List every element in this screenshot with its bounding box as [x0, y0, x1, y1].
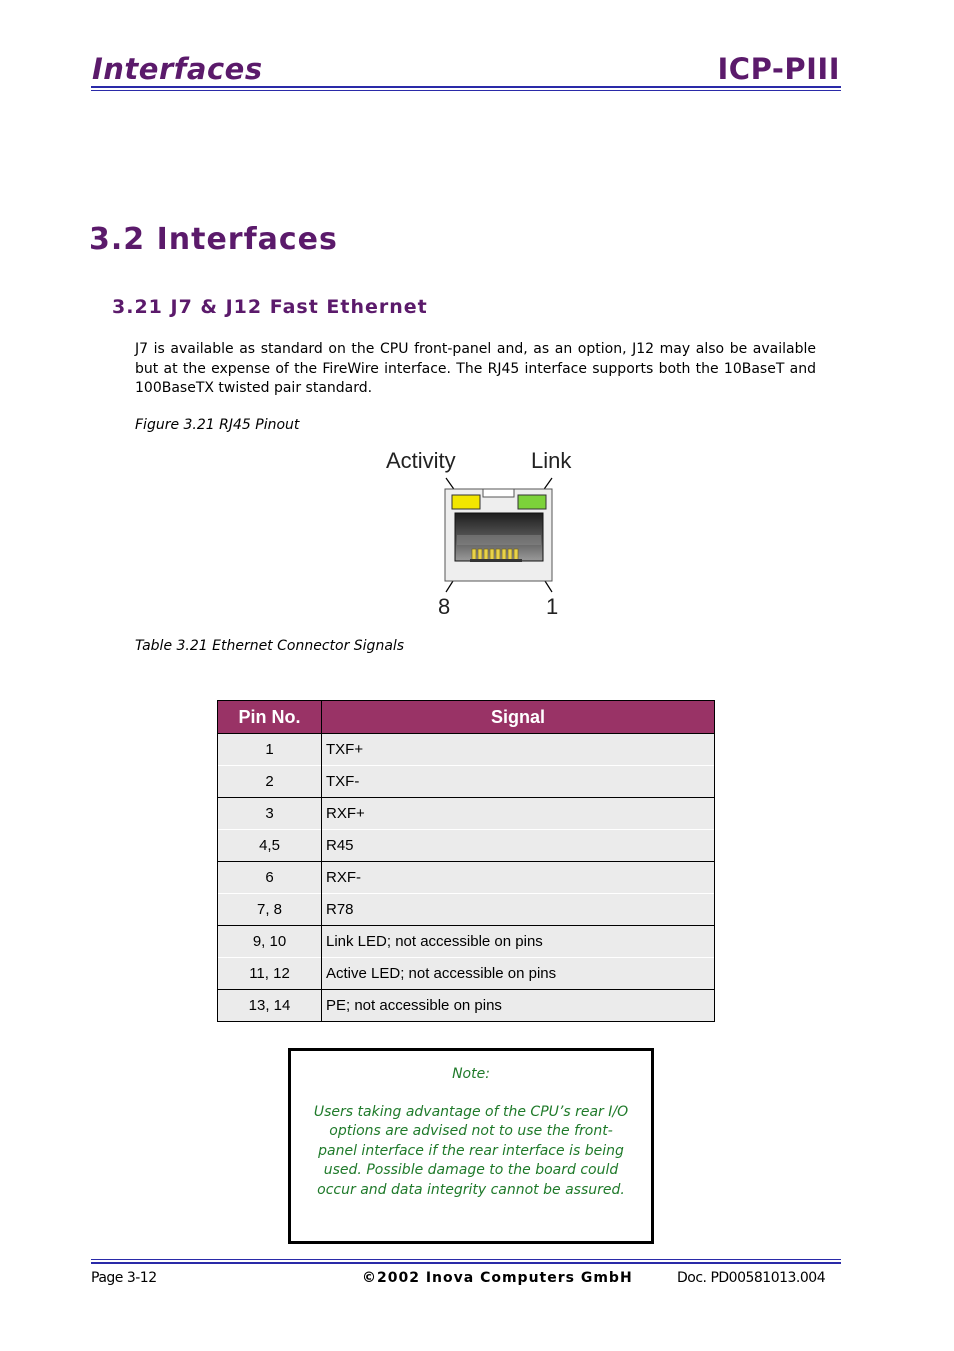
- figure-caption: Figure 3.21 RJ45 Pinout: [135, 417, 300, 433]
- signal-cell: RXF-: [322, 862, 715, 894]
- pin-cell: 7, 8: [218, 894, 322, 926]
- activity-led: [452, 495, 480, 509]
- table-row: [218, 734, 715, 766]
- header-rule: [91, 86, 841, 88]
- header-left-title: Interfaces: [92, 52, 263, 86]
- ethernet-signals-table: [217, 700, 715, 1022]
- footer-rule-thin: [91, 1259, 841, 1260]
- table-header-row: [218, 701, 715, 734]
- table-row: [218, 926, 715, 958]
- header-signal: Signal: [322, 701, 715, 734]
- header-right-title: ICP-PIII: [717, 52, 840, 86]
- signal-cell: PE; not accessible on pins: [322, 990, 715, 1022]
- pin8-label: 8: [438, 594, 451, 619]
- footer-doc-id: Doc. PD00581013.004: [677, 1270, 826, 1286]
- note-title: Note:: [452, 1066, 490, 1082]
- link-led: [518, 495, 546, 509]
- table-row: [218, 894, 715, 926]
- signal-cell: R78: [322, 894, 715, 926]
- table-row: [218, 830, 715, 862]
- signal-cell: Link LED; not accessible on pins: [322, 926, 715, 958]
- note-body: Users taking advantage of the CPU’s rear I/O options are advised not to use the front-panel interface if the rear interface is being used. Possible damage to the board could occur and data integrity cannot be assured.: [313, 1103, 629, 1198]
- signal-cell: R45: [322, 830, 715, 862]
- table-caption: Table 3.21 Ethernet Connector Signals: [135, 638, 405, 654]
- pin1-label: 1: [546, 594, 559, 619]
- pin-cell: 3: [218, 798, 322, 830]
- latch-notch: [483, 489, 514, 497]
- footer-page-number: Page 3-12: [91, 1270, 157, 1286]
- section-title: 3.2 Interfaces: [89, 222, 338, 257]
- intro-paragraph: J7 is available as standard on the CPU front-panel and, as an option, J12 may also be available but at the expense of the FireWire interface. The RJ45 interface supports both the 10BaseT and 100BaseTX twisted pair standard.: [135, 341, 816, 396]
- note-box: [288, 1048, 654, 1244]
- subsection-title: 3.21 J7 & J12 Fast Ethernet: [112, 296, 428, 318]
- table-row: [218, 958, 715, 990]
- header-rule-thin: [91, 90, 841, 91]
- pin-cell: 4,5: [218, 830, 322, 862]
- pin-cell: 11, 12: [218, 958, 322, 990]
- pin-cell: 13, 14: [218, 990, 322, 1022]
- table-row: [218, 862, 715, 894]
- activity-label: Activity: [386, 448, 456, 473]
- table-row: [218, 766, 715, 798]
- header-pin: Pin No.: [218, 701, 322, 734]
- pin-cell: 9, 10: [218, 926, 322, 958]
- pin-cell: 2: [218, 766, 322, 798]
- rj45-connector-diagram: [430, 475, 560, 595]
- table-row: [218, 990, 715, 1022]
- signal-cell: RXF+: [322, 798, 715, 830]
- table-row: [218, 798, 715, 830]
- link-label: Link: [531, 448, 572, 473]
- footer-rule: [91, 1262, 841, 1264]
- pin-cell: 6: [218, 862, 322, 894]
- footer-copyright: ©2002 Inova Computers GmbH: [362, 1270, 633, 1286]
- signal-cell: TXF-: [322, 766, 715, 798]
- signal-cell: TXF+: [322, 734, 715, 766]
- signal-cell: Active LED; not accessible on pins: [322, 958, 715, 990]
- pin-cell: 1: [218, 734, 322, 766]
